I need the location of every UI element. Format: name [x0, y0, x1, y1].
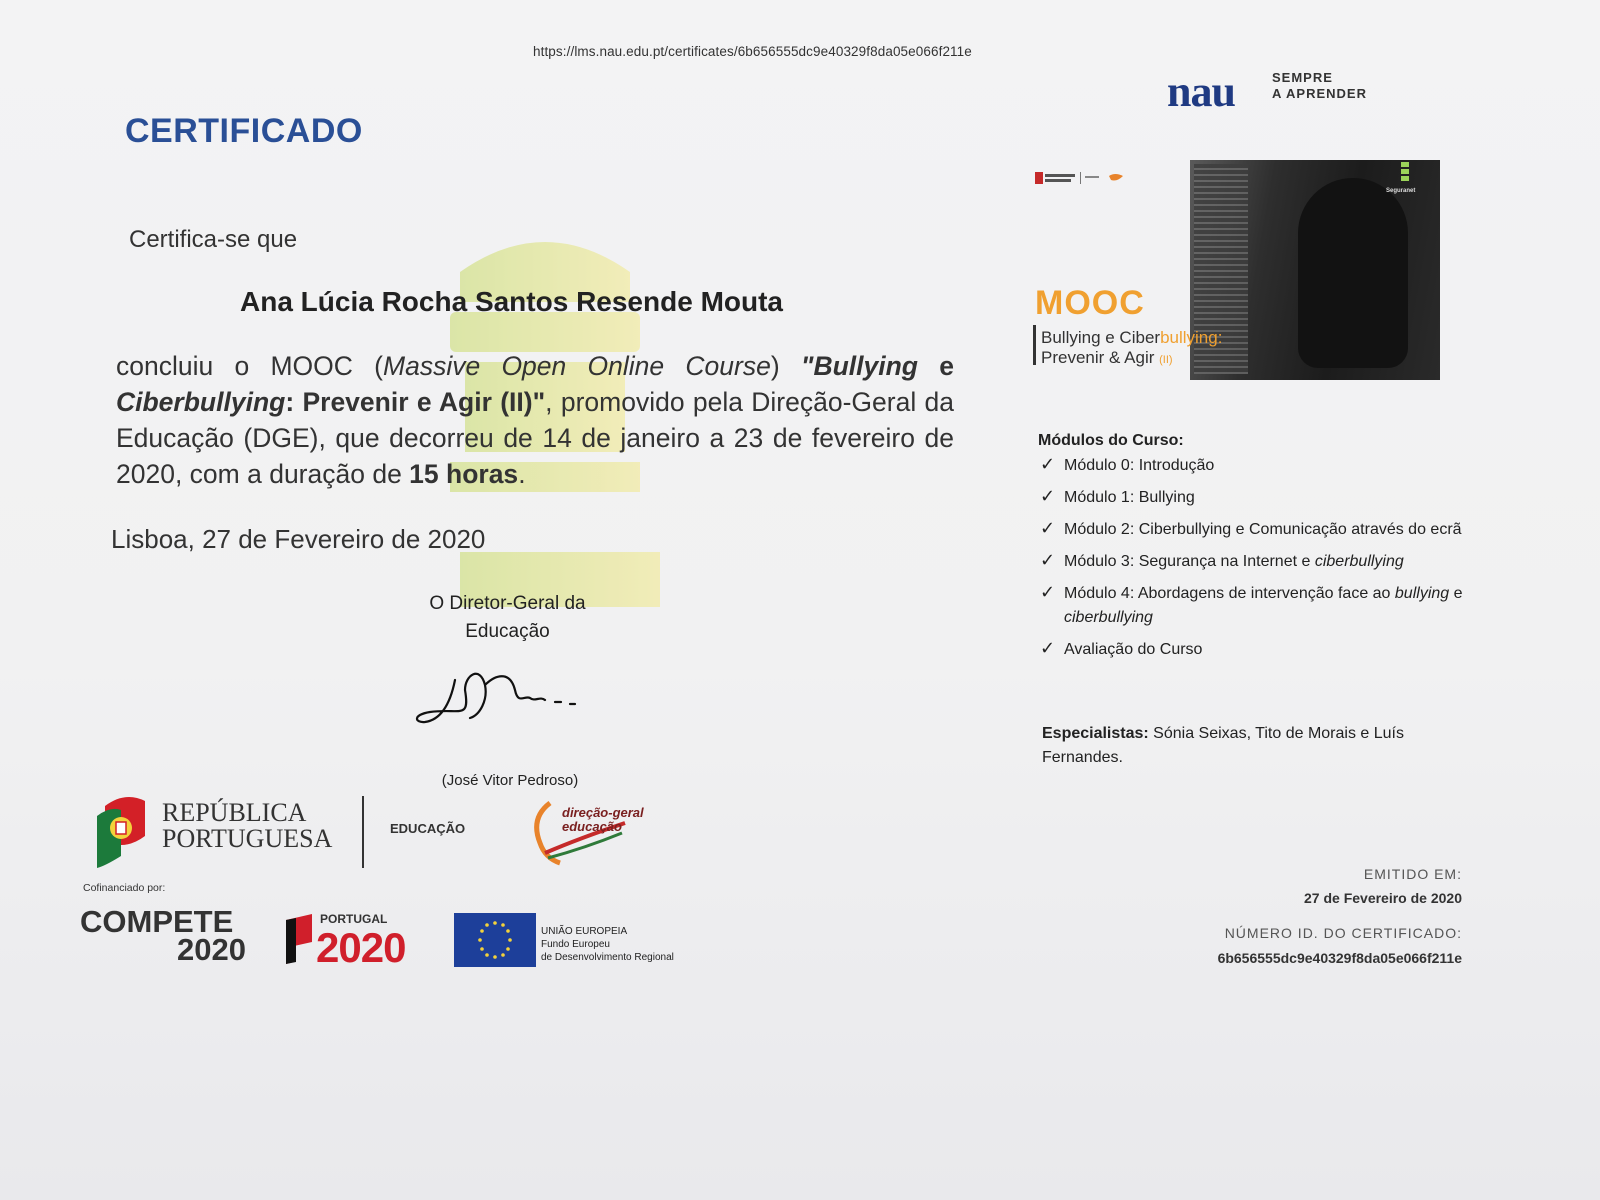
- seguranet-icon: [1398, 162, 1412, 186]
- dge-line1: direção-geral: [562, 805, 644, 820]
- specialists: [1042, 722, 1462, 770]
- body-text: concluiu o MOOC (: [116, 351, 383, 381]
- module-item: ✓ Módulo 3: Segurança na Internet e ciberbullying: [1040, 550, 1404, 570]
- eu-fund-text: [541, 925, 674, 964]
- dge-logo-text: [562, 806, 644, 834]
- portugal-label: PORTUGAL: [320, 912, 388, 926]
- modules-list: [1040, 454, 1470, 670]
- body-text: , promovido pela Direção-Geral da Educação (DGE), que decorreu de 14 de janeiro a 23 de fevereiro de 2020, com a duração de: [116, 387, 954, 489]
- certificate-title: CERTIFICADO: [125, 112, 363, 150]
- checkmark-icon: ✓: [1040, 454, 1056, 474]
- eu-line3: de Desenvolvimento Regional: [541, 952, 674, 963]
- module-item: ✓ Módulo 1: Bullying: [1040, 486, 1195, 506]
- certificate-id: 6b656555dc9e40329f8da05e066f211e: [1217, 950, 1462, 966]
- director-name: (José Vitor Pedroso): [441, 772, 579, 789]
- recipient-name: Ana Lúcia Rocha Santos Resende Mouta: [240, 286, 783, 317]
- module-item: ✓ Avaliação do Curso: [1040, 638, 1203, 658]
- banner-accent-bar: [1033, 325, 1036, 365]
- portuguesa-line: PORTUGUESA: [162, 824, 333, 853]
- eu-line1: UNIÃO EUROPEIA: [541, 926, 628, 937]
- director-signature: [410, 660, 590, 735]
- place-date: Lisboa, 27 de Fevereiro de 2020: [111, 524, 486, 554]
- module-item: ✓ Módulo 2: Ciberbullying e Comunicação através do ecrã: [1040, 518, 1462, 538]
- module-item: ✓ Módulo 4: Abordagens de intervenção face ao bullying e ciberbullying: [1040, 582, 1463, 626]
- emitted-label: EMITIDO EM:: [1363, 866, 1462, 882]
- republica-portuguesa-logo: [162, 800, 332, 852]
- checkmark-icon: ✓: [1040, 550, 1056, 570]
- course-duration: 15 horas: [409, 459, 519, 489]
- mooc-expansion: Massive Open Online Course: [383, 351, 771, 381]
- modules-heading: Módulos do Curso:: [1038, 432, 1184, 449]
- republica-line: REPÚBLICA: [162, 798, 307, 827]
- body-text: .: [518, 459, 526, 489]
- eu-line2: Fundo Europeu: [541, 939, 610, 950]
- nau-logo: nau: [1167, 67, 1235, 116]
- emitted-date: 27 de Fevereiro de 2020: [1304, 890, 1462, 906]
- nau-tag-line2: A APRENDER: [1272, 86, 1367, 101]
- checkmark-icon: ✓: [1040, 518, 1056, 538]
- person-silhouette: [1298, 178, 1408, 368]
- eu-flag-icon: [454, 913, 536, 967]
- certificate-body: [116, 348, 954, 492]
- course-title: Ciberbullying: [116, 387, 286, 417]
- nau-tag-line1: SEMPRE: [1272, 70, 1333, 85]
- nau-tagline: [1272, 70, 1367, 102]
- specialists-names: Sónia Seixas, Tito de Morais e Luís Fernandes.: [1042, 725, 1404, 766]
- banner-course-line2: Prevenir & Agir (II): [1041, 348, 1173, 367]
- certify-intro: Certifica-se que: [129, 226, 298, 253]
- checkmark-icon: ✓: [1040, 486, 1056, 506]
- specialists-label: Especialistas:: [1042, 725, 1149, 742]
- body-text: ): [770, 351, 801, 381]
- compete-2020-logo: [80, 904, 246, 967]
- republica-portuguesa-emblem: [95, 796, 147, 868]
- module-item: ✓ Módulo 0: Introdução: [1040, 454, 1215, 474]
- director-title: O Diretor-Geral da Educação: [429, 593, 586, 642]
- certificate-url: https://lms.nau.edu.pt/certificates/6b656555dc9e40329f8da05e066f211e: [533, 44, 972, 59]
- banner-mooc: MOOC: [1035, 284, 1145, 322]
- course-title: : Prevenir e Agir (II)": [285, 387, 546, 417]
- seguranet-label: Seguranet: [1386, 188, 1416, 194]
- certificate-id-label: NÚMERO ID. DO CERTIFICADO:: [1224, 925, 1462, 941]
- portugal-2020-flag-icon: [282, 912, 316, 964]
- compete-line2: 2020: [177, 932, 246, 967]
- checkmark-icon: ✓: [1040, 582, 1056, 602]
- portugal-2020-number: 2020: [316, 924, 406, 971]
- dge-line2: educação: [562, 819, 622, 834]
- banner-photo: [1190, 160, 1440, 380]
- cofinanced-label: Cofinanciado por:: [83, 882, 166, 894]
- educacao-label: EDUCAÇÃO: [390, 821, 466, 836]
- banner-partner-logos: [1035, 170, 1130, 186]
- checkmark-icon: ✓: [1040, 638, 1056, 658]
- course-title: "Bullying: [800, 351, 918, 381]
- logo-divider: [362, 796, 364, 868]
- course-banner: [1035, 160, 1440, 380]
- compete-line1: COMPETE: [80, 904, 234, 939]
- banner-course-line1: Bullying e Ciberbullying:: [1041, 328, 1223, 347]
- course-title: e: [918, 351, 954, 381]
